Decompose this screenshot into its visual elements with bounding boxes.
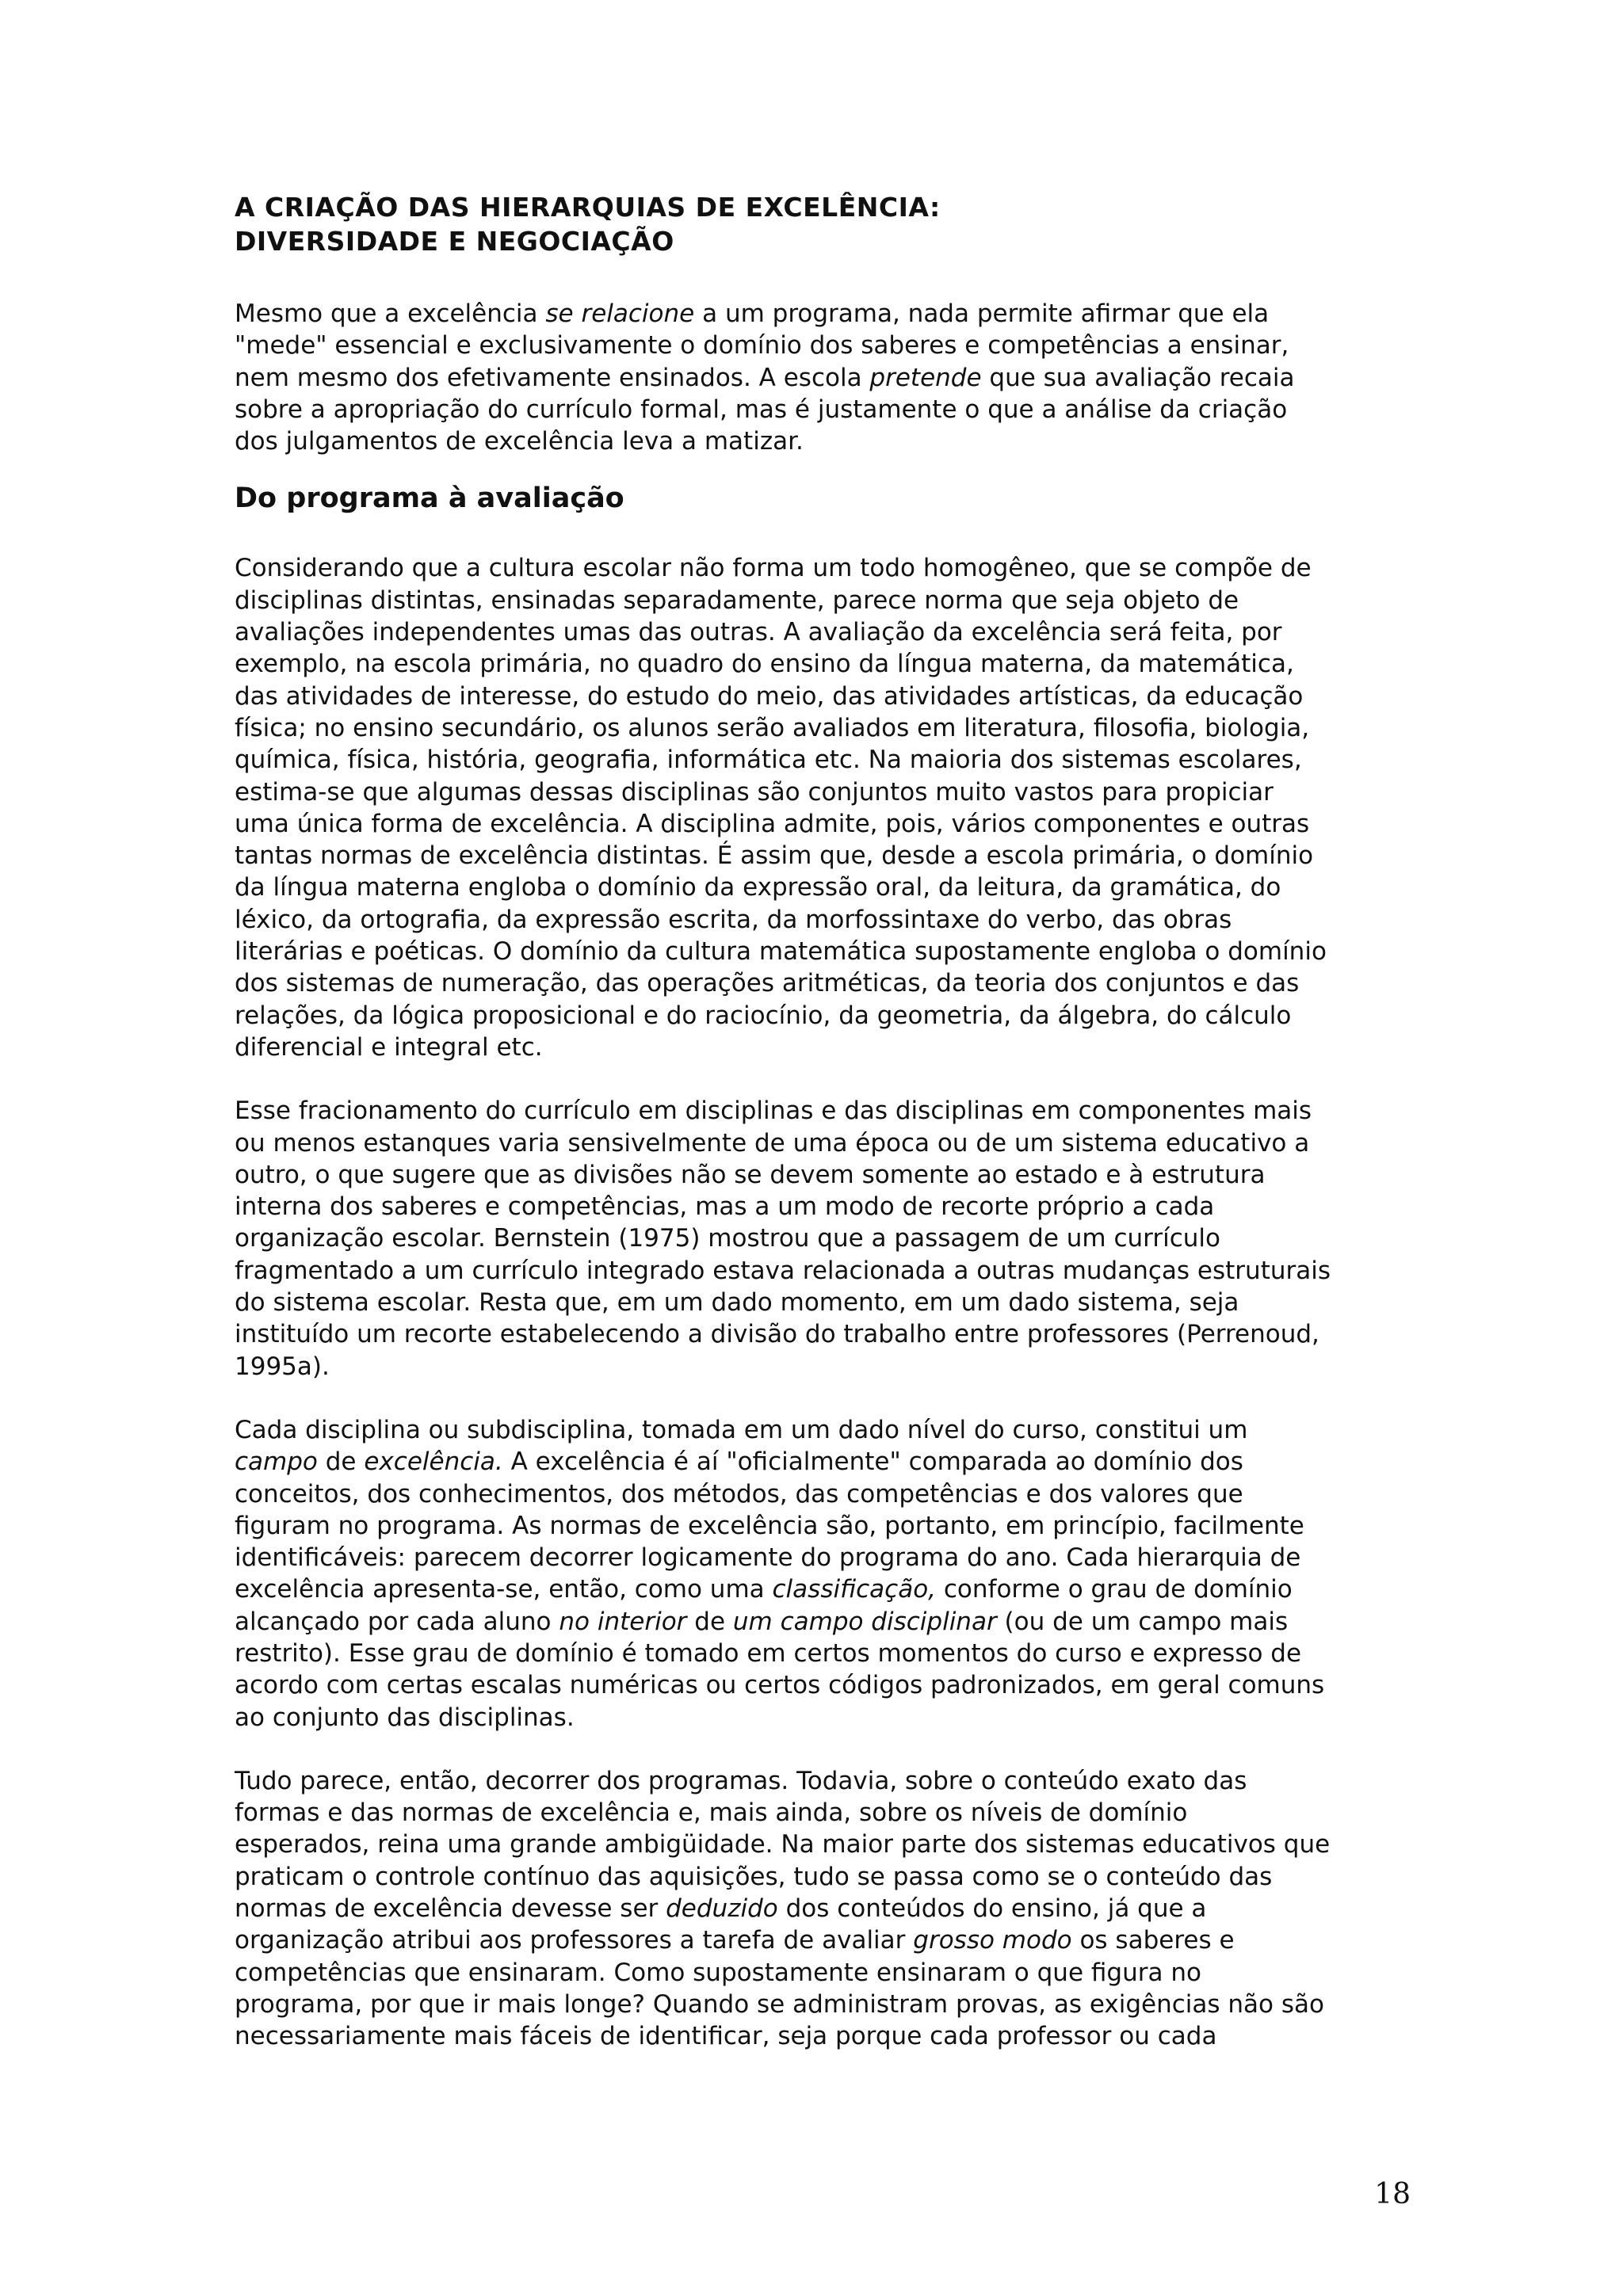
text-line [235, 330, 1423, 361]
page-number: 18 [1374, 2178, 1411, 2210]
text-segment: dos conteúdos do ensino, já que a [777, 1894, 1207, 1924]
text-segment: esperados, reina uma grande ambigüidade. Na maior parte dos sistemas educativos que [235, 1830, 1331, 1859]
text-segment: estima-se que algumas dessas disciplinas são conjuntos muito vastos para propiciar [235, 777, 1274, 807]
text-line [235, 1702, 1423, 1733]
italic-text: se relacione [545, 299, 695, 328]
text-line [235, 744, 1423, 776]
document-title [235, 190, 1423, 258]
text-segment: Mesmo que a excelência [235, 299, 546, 328]
text-line [235, 1159, 1423, 1191]
text-line [235, 1797, 1423, 1829]
title-line-2: DIVERSIDADE E NEGOCIAÇÃO [235, 226, 674, 257]
text-line [235, 394, 1423, 425]
text-line [235, 776, 1423, 808]
text-line [235, 585, 1423, 616]
text-line [235, 1957, 1423, 1989]
text-segment: uma única forma de excelência. A disciplina admite, pois, vários componentes e outras [235, 809, 1310, 838]
text-segment: conforme o grau de domínio [936, 1575, 1293, 1604]
text-segment: programa, por que ir mais longe? Quando se administram provas, as exigências não são [235, 1989, 1324, 2019]
text-segment: necessariamente mais fáceis de identificar, seja porque cada professor ou cada [235, 2022, 1217, 2051]
text-segment: fragmentado a um currículo integrado estava relacionada a outras mudanças estruturais [235, 1256, 1331, 1285]
text-line [235, 298, 1423, 330]
text-segment: disciplinas distintas, ensinadas separadamente, parece norma que seja objeto de [235, 585, 1239, 615]
text-line [235, 904, 1423, 936]
text-segment: nem mesmo dos efetivamente ensinados. A escola [235, 363, 870, 392]
text-line [235, 1861, 1423, 1893]
text-segment: alcançado por cada aluno [235, 1607, 559, 1636]
text-segment: sobre a apropriação do currículo formal, mas é justamente o que a análise da criação [235, 395, 1288, 424]
italic-text: no interior [559, 1607, 687, 1636]
text-segment: 1995a). [235, 1352, 330, 1381]
text-line [235, 1351, 1423, 1383]
text-line [235, 1127, 1423, 1159]
text-line [235, 967, 1423, 999]
text-line [235, 1893, 1423, 1924]
text-line [235, 616, 1423, 648]
text-line [235, 1000, 1423, 1032]
text-line [235, 1765, 1423, 1797]
text-line [235, 1287, 1423, 1318]
text-segment: Tudo parece, então, decorrer dos programas. Todavia, sobre o conteúdo exato das [235, 1766, 1247, 1795]
text-line [235, 648, 1423, 680]
text-line [235, 681, 1423, 712]
italic-text: grosso modo [913, 1926, 1072, 1955]
text-line [235, 1829, 1423, 1860]
text-line [235, 1924, 1423, 1956]
title-line-1: A CRIAÇÃO DAS HIERARQUIAS DE EXCELÊNCIA: [235, 192, 941, 223]
italic-text: pretende [869, 363, 982, 392]
text-line [235, 1510, 1423, 1542]
text-segment: acordo com certas escalas numéricas ou certos códigos padronizados, em geral comuns [235, 1671, 1325, 1700]
paragraph-4 [235, 1414, 1423, 1733]
text-segment: de [317, 1447, 365, 1477]
text-line [235, 552, 1423, 584]
paragraph-2 [235, 552, 1423, 1063]
text-line [235, 808, 1423, 840]
text-line [235, 1669, 1423, 1701]
text-line [235, 1606, 1423, 1638]
text-segment: léxico, da ortografia, da expressão escrita, da morfossintaxe do verbo, das obras [235, 905, 1232, 934]
text-segment: a um programa, nada permite afirmar que ela [694, 299, 1270, 328]
text-segment: dos julgamentos de excelência leva a matizar. [235, 427, 804, 456]
italic-text: classificação, [772, 1575, 937, 1604]
text-segment: da língua materna engloba o domínio da expressão oral, da leitura, da gramática, do [235, 873, 1281, 902]
paragraph-1 [235, 298, 1423, 457]
text-line [235, 936, 1423, 967]
italic-text: deduzido [666, 1894, 778, 1924]
document-page [235, 190, 1423, 2053]
paragraph-3 [235, 1095, 1423, 1383]
text-line [235, 1414, 1423, 1446]
text-segment: de [686, 1607, 733, 1636]
text-line [235, 1032, 1423, 1063]
text-segment: os saberes e [1071, 1926, 1235, 1955]
section-heading: Do programa à avaliação [235, 482, 624, 515]
italic-text: excelência. [364, 1447, 503, 1477]
text-segment: interna dos saberes e competências, mas a um modo de recorte próprio a cada [235, 1192, 1215, 1222]
text-segment: competências que ensinaram. Como supostamente ensinaram o que figura no [235, 1958, 1201, 1987]
text-segment: normas de excelência devesse ser [235, 1894, 666, 1924]
text-segment: dos sistemas de numeração, das operações aritméticas, da teoria dos conjuntos e das [235, 969, 1300, 998]
text-segment: identificáveis: parecem decorrer logicamente do programa do ano. Cada hierarquia de [235, 1543, 1301, 1573]
text-line [235, 1318, 1423, 1350]
text-segment: Cada disciplina ou subdisciplina, tomada em um dado nível do curso, constitui um [235, 1415, 1248, 1444]
text-segment: formas e das normas de excelência e, mais ainda, sobre os níveis de domínio [235, 1798, 1188, 1828]
text-line [235, 2020, 1423, 2052]
text-segment: do sistema escolar. Resta que, em um dado momento, em um dado sistema, seja [235, 1288, 1239, 1318]
text-line [235, 1638, 1423, 1669]
text-segment: das atividades de interesse, do estudo do meio, das atividades artísticas, da educação [235, 681, 1304, 711]
text-line [235, 1095, 1423, 1127]
paragraph-5 [235, 1765, 1423, 2053]
text-line [235, 840, 1423, 871]
text-segment: praticam o controle contínuo das aquisições, tudo se passa como se o conteúdo das [235, 1862, 1273, 1891]
text-segment: física; no ensino secundário, os alunos serão avaliados em literatura, filosofia, biologia, [235, 713, 1310, 742]
text-line [235, 1446, 1423, 1478]
text-segment: A excelência é aí "oficialmente" comparada ao domínio dos [502, 1447, 1243, 1477]
text-line [235, 1478, 1423, 1510]
text-line [235, 1222, 1423, 1254]
text-segment: outro, o que sugere que as divisões não se devem somente ao estado e à estrutura [235, 1160, 1266, 1189]
text-segment: instituído um recorte estabelecendo a divisão do trabalho entre professores (Perrenoud, [235, 1320, 1319, 1349]
text-segment: tantas normas de excelência distintas. É assim que, desde a escola primária, o domínio [235, 841, 1314, 871]
text-segment: (ou de um campo mais [996, 1607, 1289, 1636]
text-segment: organização atribui aos professores a tarefa de avaliar [235, 1926, 914, 1955]
text-segment: organização escolar. Bernstein (1975) mostrou que a passagem de um currículo [235, 1224, 1220, 1253]
text-segment: exemplo, na escola primária, no quadro do ensino da língua materna, da matemática, [235, 650, 1294, 679]
text-segment: que sua avaliação recaia [981, 363, 1295, 392]
text-segment: Considerando que a cultura escolar não forma um todo homogêneo, que se compõe de [235, 554, 1312, 583]
text-line [235, 1542, 1423, 1573]
text-line [235, 362, 1423, 394]
text-line [235, 1573, 1423, 1605]
text-segment: Esse fracionamento do currículo em disciplinas e das disciplinas em componentes mais [235, 1097, 1312, 1126]
text-segment: excelência apresenta-se, então, como uma [235, 1575, 773, 1604]
text-segment: relações, da lógica proposicional e do raciocínio, da geometria, da álgebra, do cálculo [235, 1001, 1292, 1030]
text-line [235, 712, 1423, 744]
text-segment: conceitos, dos conhecimentos, dos métodos, das competências e dos valores que [235, 1479, 1243, 1508]
text-line [235, 871, 1423, 903]
text-line [235, 1191, 1423, 1222]
italic-text: um campo disciplinar [732, 1607, 997, 1636]
italic-text: campo [235, 1447, 318, 1477]
text-line [235, 1255, 1423, 1287]
text-segment: ao conjunto das disciplinas. [235, 1703, 575, 1732]
text-segment: restrito). Esse grau de domínio é tomado em certos momentos do curso e expresso de [235, 1638, 1302, 1668]
text-line [235, 425, 1423, 457]
text-segment: diferencial e integral etc. [235, 1032, 543, 1062]
text-segment: avaliações independentes umas das outras. A avaliação da excelência será feita, por [235, 618, 1282, 647]
text-segment: literárias e poéticas. O domínio da cultura matemática supostamente engloba o domínio [235, 937, 1327, 967]
text-segment: "mede" essencial e exclusivamente o domínio dos saberes e competências a ensinar, [235, 331, 1289, 360]
text-segment: química, física, história, geografia, informática etc. Na maioria dos sistemas escolares, [235, 746, 1302, 775]
text-segment: figuram no programa. As normas de excelência são, portanto, em princípio, facilmente [235, 1511, 1304, 1540]
text-line [235, 1989, 1423, 2020]
text-segment: ou menos estanques varia sensivelmente de uma época ou de um sistema educativo a [235, 1128, 1310, 1158]
